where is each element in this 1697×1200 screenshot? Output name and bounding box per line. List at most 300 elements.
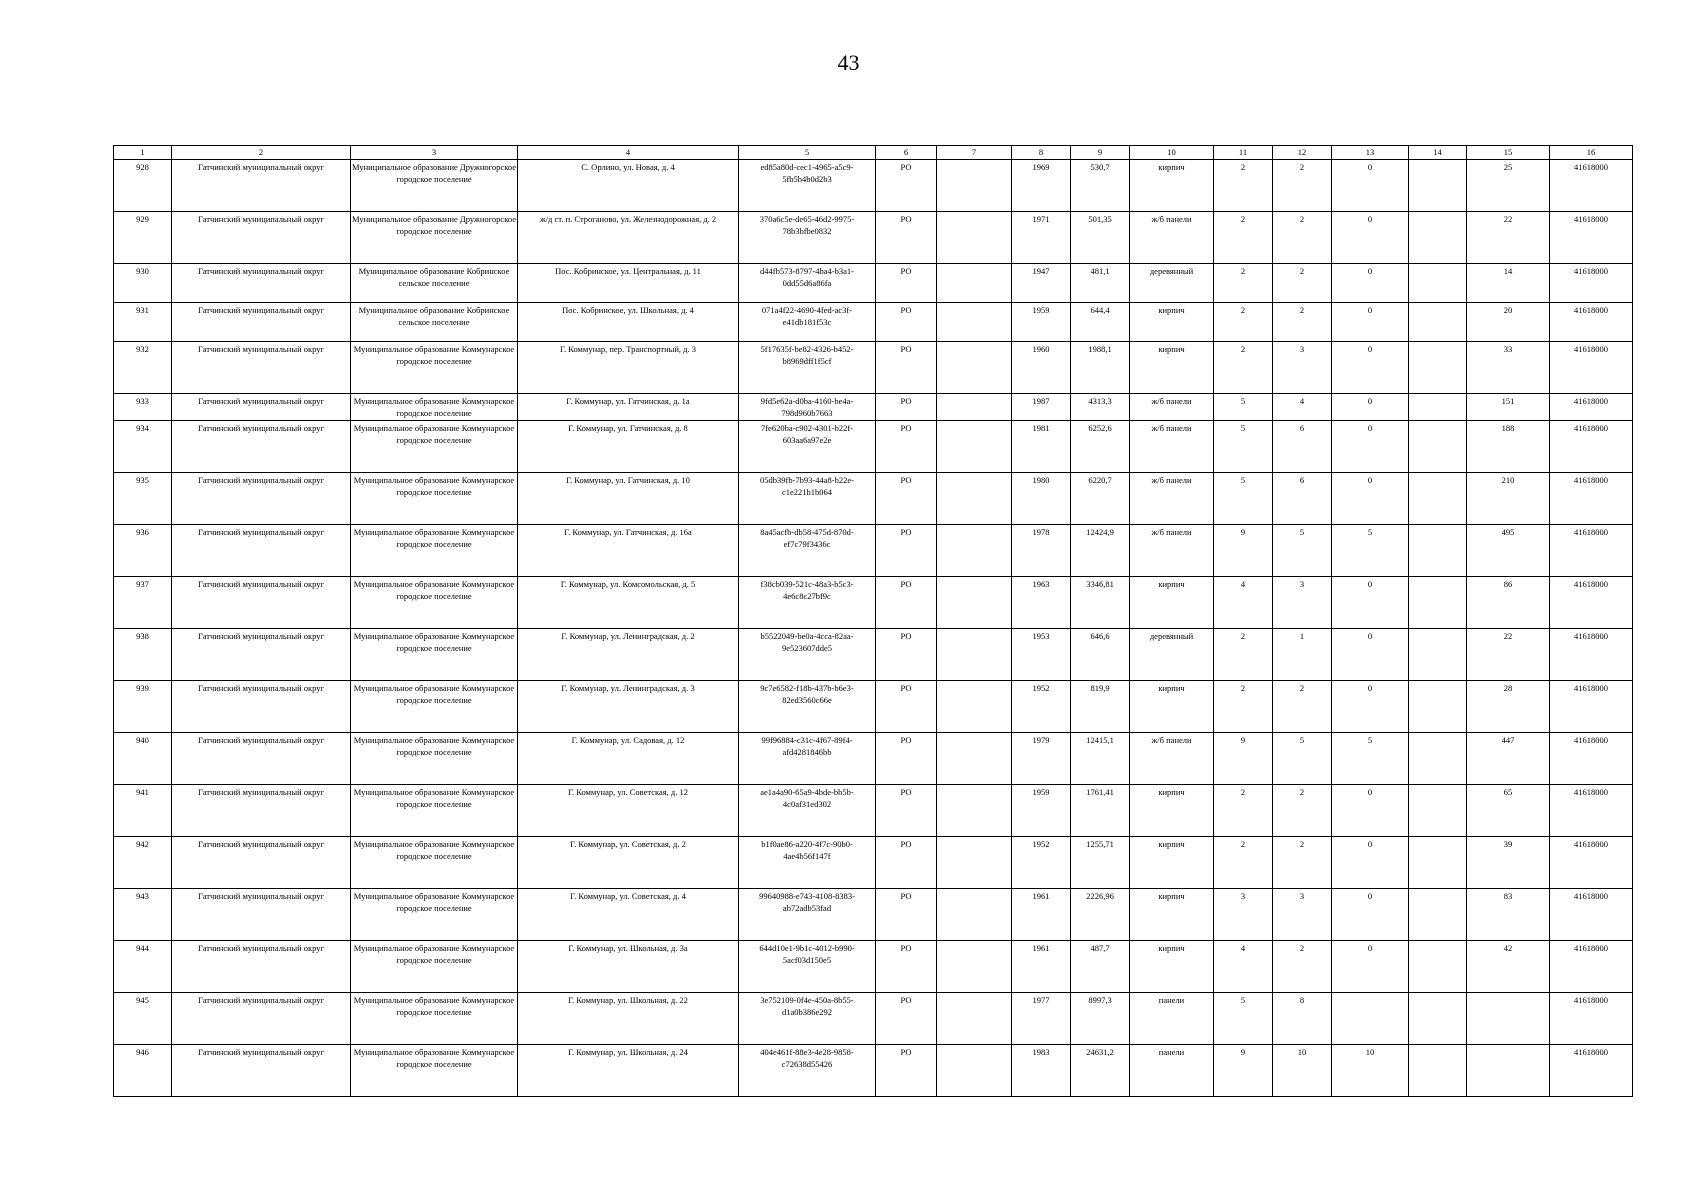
- cell-area: 6220,7: [1071, 473, 1130, 525]
- cell-col-13: 0: [1332, 212, 1409, 264]
- cell-oktmo: 41618000: [1550, 629, 1633, 681]
- cell-address: Г. Коммунар, пер. Транспортный, д. 3: [518, 342, 739, 394]
- cell-build-year: 1981: [1012, 421, 1071, 473]
- cell-col-14: [1409, 264, 1467, 303]
- cell-col-7: [937, 941, 1012, 993]
- housing-registry-table: [113, 145, 1633, 1097]
- cell-oktmo: 41618000: [1550, 303, 1633, 342]
- cell-municipality: Муниципальное образование Кобринское сельское поселение: [351, 303, 518, 342]
- cell-municipality: Муниципальное образование Коммунарское городское поселение: [351, 629, 518, 681]
- cell-row-number: 946: [114, 1045, 172, 1097]
- table-row: [114, 941, 1633, 993]
- column-header-9: 9: [1071, 146, 1130, 160]
- cell-area: 3346,81: [1071, 577, 1130, 629]
- cell-municipality: Муниципальное образование Коммунарское городское поселение: [351, 889, 518, 941]
- cell-municipality: Муниципальное образование Коммунарское городское поселение: [351, 837, 518, 889]
- cell-col-6: РО: [876, 1045, 937, 1097]
- cell-build-year: 1953: [1012, 629, 1071, 681]
- cell-col-12: 8: [1273, 993, 1332, 1045]
- column-header-14: 14: [1409, 146, 1467, 160]
- cell-oktmo: 41618000: [1550, 394, 1633, 421]
- cell-col-7: [937, 1045, 1012, 1097]
- cell-wall-material: кирпич: [1130, 160, 1214, 212]
- cell-col-13: 10: [1332, 1045, 1409, 1097]
- cell-house-guid: 99f96884-c31c-4f67-89f4-afd4281846bb: [739, 733, 876, 785]
- table-row: [114, 629, 1633, 681]
- cell-oktmo: 41618000: [1550, 941, 1633, 993]
- table-row: [114, 889, 1633, 941]
- cell-col-6: РО: [876, 681, 937, 733]
- cell-col-15: 210: [1467, 473, 1550, 525]
- page-number: 43: [837, 50, 860, 75]
- cell-build-year: 1947: [1012, 264, 1071, 303]
- cell-address: Г. Коммунар, ул. Школьная, д. 3а: [518, 941, 739, 993]
- table-row: [114, 160, 1633, 212]
- cell-build-year: 1980: [1012, 473, 1071, 525]
- cell-col-7: [937, 681, 1012, 733]
- cell-col-11: 4: [1214, 577, 1273, 629]
- cell-oktmo: 41618000: [1550, 681, 1633, 733]
- cell-col-6: РО: [876, 473, 937, 525]
- cell-build-year: 1960: [1012, 342, 1071, 394]
- cell-municipality: Муниципальное образование Дружногорское городское поселение: [351, 160, 518, 212]
- cell-col-6: РО: [876, 941, 937, 993]
- cell-wall-material: ж/б панели: [1130, 733, 1214, 785]
- column-header-2: 2: [172, 146, 351, 160]
- cell-municipality: Муниципальное образование Коммунарское городское поселение: [351, 421, 518, 473]
- cell-col-14: [1409, 212, 1467, 264]
- cell-municipality: Муниципальное образование Коммунарское городское поселение: [351, 525, 518, 577]
- cell-row-number: 943: [114, 889, 172, 941]
- column-header-15: 15: [1467, 146, 1550, 160]
- cell-col-12: 10: [1273, 1045, 1332, 1097]
- cell-house-guid: b1f0ae86-a220-4f7c-90b0-4ae4b56f147f: [739, 837, 876, 889]
- cell-address: Г. Коммунар, ул. Садовая, д. 12: [518, 733, 739, 785]
- cell-col-15: 39: [1467, 837, 1550, 889]
- cell-address: Г. Коммунар, ул. Комсомольская, д. 5: [518, 577, 739, 629]
- cell-col-6: РО: [876, 577, 937, 629]
- cell-col-11: 2: [1214, 837, 1273, 889]
- cell-col-11: 2: [1214, 342, 1273, 394]
- cell-col-13: 0: [1332, 889, 1409, 941]
- cell-col-13: [1332, 993, 1409, 1045]
- cell-address: Г. Коммунар, ул. Ленинградская, д. 2: [518, 629, 739, 681]
- cell-district: Гатчинский муниципальный округ: [172, 785, 351, 837]
- cell-col-11: 5: [1214, 421, 1273, 473]
- cell-col-14: [1409, 629, 1467, 681]
- cell-col-12: 5: [1273, 525, 1332, 577]
- cell-row-number: 937: [114, 577, 172, 629]
- column-header-13: 13: [1332, 146, 1409, 160]
- table-row: [114, 993, 1633, 1045]
- table-row: [114, 525, 1633, 577]
- cell-row-number: 939: [114, 681, 172, 733]
- cell-col-15: 65: [1467, 785, 1550, 837]
- cell-col-14: [1409, 394, 1467, 421]
- cell-col-15: 20: [1467, 303, 1550, 342]
- table-row: [114, 394, 1633, 421]
- cell-house-guid: 99640988-e743-4108-8383-ab72adb53fad: [739, 889, 876, 941]
- cell-col-12: 6: [1273, 421, 1332, 473]
- column-header-11: 11: [1214, 146, 1273, 160]
- cell-col-14: [1409, 889, 1467, 941]
- cell-row-number: 933: [114, 394, 172, 421]
- cell-build-year: 1987: [1012, 394, 1071, 421]
- cell-address: Г. Коммунар, ул. Советская, д. 12: [518, 785, 739, 837]
- cell-col-13: 0: [1332, 629, 1409, 681]
- cell-wall-material: панели: [1130, 1045, 1214, 1097]
- cell-address: Г. Коммунар, ул. Школьная, д. 22: [518, 993, 739, 1045]
- cell-col-14: [1409, 421, 1467, 473]
- cell-col-13: 0: [1332, 421, 1409, 473]
- cell-district: Гатчинский муниципальный округ: [172, 1045, 351, 1097]
- cell-col-15: [1467, 993, 1550, 1045]
- cell-district: Гатчинский муниципальный округ: [172, 342, 351, 394]
- cell-col-7: [937, 785, 1012, 837]
- cell-col-13: 5: [1332, 733, 1409, 785]
- cell-area: 12424,9: [1071, 525, 1130, 577]
- cell-address: Пос. Кобринское, ул. Центральная, д. 11: [518, 264, 739, 303]
- cell-row-number: 936: [114, 525, 172, 577]
- cell-build-year: 1978: [1012, 525, 1071, 577]
- cell-wall-material: кирпич: [1130, 577, 1214, 629]
- cell-district: Гатчинский муниципальный округ: [172, 212, 351, 264]
- cell-row-number: 932: [114, 342, 172, 394]
- cell-col-15: [1467, 1045, 1550, 1097]
- cell-wall-material: деревянный: [1130, 264, 1214, 303]
- cell-area: 481,1: [1071, 264, 1130, 303]
- cell-col-15: 14: [1467, 264, 1550, 303]
- cell-col-11: 9: [1214, 733, 1273, 785]
- column-header-6: 6: [876, 146, 937, 160]
- cell-wall-material: кирпич: [1130, 889, 1214, 941]
- cell-col-7: [937, 160, 1012, 212]
- cell-oktmo: 41618000: [1550, 473, 1633, 525]
- cell-area: 487,7: [1071, 941, 1130, 993]
- cell-col-6: РО: [876, 212, 937, 264]
- cell-wall-material: ж/б панели: [1130, 421, 1214, 473]
- cell-col-6: РО: [876, 733, 937, 785]
- cell-district: Гатчинский муниципальный округ: [172, 629, 351, 681]
- cell-col-15: 86: [1467, 577, 1550, 629]
- cell-house-guid: 3e752109-0f4e-450a-8b55-d1a0b386e292: [739, 993, 876, 1045]
- cell-oktmo: 41618000: [1550, 525, 1633, 577]
- cell-col-12: 3: [1273, 889, 1332, 941]
- cell-house-guid: d44fb573-8797-4ba4-b3a1-0dd55d6a86fa: [739, 264, 876, 303]
- cell-build-year: 1961: [1012, 941, 1071, 993]
- cell-col-14: [1409, 160, 1467, 212]
- cell-house-guid: 370a6c5e-de65-46d2-9975-78b3bfbe0832: [739, 212, 876, 264]
- cell-district: Гатчинский муниципальный округ: [172, 394, 351, 421]
- cell-col-11: 5: [1214, 473, 1273, 525]
- cell-col-12: 2: [1273, 785, 1332, 837]
- cell-col-11: 3: [1214, 889, 1273, 941]
- table-header: [114, 146, 1633, 160]
- cell-address: Г. Коммунар, ул. Ленинградская, д. 3: [518, 681, 739, 733]
- cell-row-number: 940: [114, 733, 172, 785]
- cell-col-15: 447: [1467, 733, 1550, 785]
- cell-municipality: Муниципальное образование Коммунарское городское поселение: [351, 342, 518, 394]
- cell-house-guid: 5f17635f-be82-4326-b452-b8969dff1f5cf: [739, 342, 876, 394]
- cell-house-guid: ae1a4a90-65a9-4bde-bb5b-4c0af31ed302: [739, 785, 876, 837]
- cell-col-6: РО: [876, 303, 937, 342]
- cell-col-11: 2: [1214, 785, 1273, 837]
- cell-col-6: РО: [876, 264, 937, 303]
- cell-house-guid: 644d10e1-9b1c-4012-b990-5acf03d150e5: [739, 941, 876, 993]
- cell-col-14: [1409, 1045, 1467, 1097]
- cell-municipality: Муниципальное образование Коммунарское городское поселение: [351, 473, 518, 525]
- cell-row-number: 942: [114, 837, 172, 889]
- cell-municipality: Муниципальное образование Коммунарское городское поселение: [351, 394, 518, 421]
- cell-col-12: 4: [1273, 394, 1332, 421]
- cell-row-number: 941: [114, 785, 172, 837]
- cell-col-14: [1409, 473, 1467, 525]
- cell-house-guid: f38cb039-521c-48a3-b5c3-4e6c8c27bf9c: [739, 577, 876, 629]
- cell-wall-material: кирпич: [1130, 342, 1214, 394]
- cell-col-13: 0: [1332, 264, 1409, 303]
- cell-col-11: 2: [1214, 264, 1273, 303]
- cell-house-guid: 05db39fb-7b93-44a8-b22e-c1e221b1b064: [739, 473, 876, 525]
- cell-oktmo: 41618000: [1550, 212, 1633, 264]
- cell-col-14: [1409, 681, 1467, 733]
- cell-oktmo: 41618000: [1550, 837, 1633, 889]
- cell-col-14: [1409, 837, 1467, 889]
- cell-col-13: 0: [1332, 342, 1409, 394]
- cell-col-12: 2: [1273, 941, 1332, 993]
- cell-oktmo: 41618000: [1550, 733, 1633, 785]
- cell-col-13: 0: [1332, 577, 1409, 629]
- column-header-10: 10: [1130, 146, 1214, 160]
- cell-col-15: 188: [1467, 421, 1550, 473]
- cell-municipality: Муниципальное образование Коммунарское городское поселение: [351, 577, 518, 629]
- table-row: [114, 837, 1633, 889]
- column-header-3: 3: [351, 146, 518, 160]
- table-body: [114, 160, 1633, 1097]
- cell-oktmo: 41618000: [1550, 1045, 1633, 1097]
- cell-area: 1255,71: [1071, 837, 1130, 889]
- cell-col-13: 0: [1332, 681, 1409, 733]
- cell-col-12: 3: [1273, 577, 1332, 629]
- cell-col-6: РО: [876, 394, 937, 421]
- cell-wall-material: ж/б панели: [1130, 525, 1214, 577]
- cell-wall-material: ж/б панели: [1130, 212, 1214, 264]
- table-row: [114, 473, 1633, 525]
- cell-col-13: 0: [1332, 160, 1409, 212]
- cell-district: Гатчинский муниципальный округ: [172, 993, 351, 1045]
- cell-address: Г. Коммунар, ул. Гатчинская, д. 16а: [518, 525, 739, 577]
- cell-wall-material: кирпич: [1130, 303, 1214, 342]
- column-header-12: 12: [1273, 146, 1332, 160]
- cell-col-12: 3: [1273, 342, 1332, 394]
- cell-oktmo: 41618000: [1550, 160, 1633, 212]
- cell-area: 501,35: [1071, 212, 1130, 264]
- cell-address: Г. Коммунар, ул. Гатчинская, д. 10: [518, 473, 739, 525]
- cell-district: Гатчинский муниципальный округ: [172, 577, 351, 629]
- cell-col-12: 2: [1273, 303, 1332, 342]
- table-row: [114, 303, 1633, 342]
- cell-col-11: 2: [1214, 629, 1273, 681]
- cell-wall-material: кирпич: [1130, 941, 1214, 993]
- cell-col-15: 151: [1467, 394, 1550, 421]
- cell-build-year: 1952: [1012, 681, 1071, 733]
- cell-house-guid: 071a4f22-4690-4fed-ac3f-e41db181f53c: [739, 303, 876, 342]
- cell-col-7: [937, 421, 1012, 473]
- cell-col-14: [1409, 785, 1467, 837]
- cell-build-year: 1963: [1012, 577, 1071, 629]
- cell-house-guid: b5522049-be0a-4cca-82aa-9e523607dde5: [739, 629, 876, 681]
- cell-address: Г. Коммунар, ул. Советская, д. 4: [518, 889, 739, 941]
- cell-area: 530,7: [1071, 160, 1130, 212]
- cell-col-7: [937, 733, 1012, 785]
- cell-district: Гатчинский муниципальный округ: [172, 303, 351, 342]
- cell-col-14: [1409, 733, 1467, 785]
- cell-row-number: 945: [114, 993, 172, 1045]
- cell-col-12: 2: [1273, 837, 1332, 889]
- cell-oktmo: 41618000: [1550, 421, 1633, 473]
- cell-row-number: 931: [114, 303, 172, 342]
- cell-build-year: 1969: [1012, 160, 1071, 212]
- cell-build-year: 1979: [1012, 733, 1071, 785]
- cell-col-12: 1: [1273, 629, 1332, 681]
- cell-col-15: 495: [1467, 525, 1550, 577]
- cell-build-year: 1971: [1012, 212, 1071, 264]
- cell-municipality: Муниципальное образование Коммунарское городское поселение: [351, 941, 518, 993]
- cell-address: Г. Коммунар, ул. Гатчинская, д. 8: [518, 421, 739, 473]
- cell-row-number: 934: [114, 421, 172, 473]
- cell-col-7: [937, 577, 1012, 629]
- cell-municipality: Муниципальное образование Коммунарское городское поселение: [351, 993, 518, 1045]
- table-row: [114, 733, 1633, 785]
- cell-col-7: [937, 394, 1012, 421]
- cell-wall-material: деревянный: [1130, 629, 1214, 681]
- cell-address: С. Орлино, ул. Новая, д. 4: [518, 160, 739, 212]
- cell-col-13: 0: [1332, 785, 1409, 837]
- cell-oktmo: 41618000: [1550, 993, 1633, 1045]
- cell-col-15: 28: [1467, 681, 1550, 733]
- cell-col-7: [937, 525, 1012, 577]
- cell-district: Гатчинский муниципальный округ: [172, 941, 351, 993]
- cell-col-11: 2: [1214, 160, 1273, 212]
- cell-col-15: 33: [1467, 342, 1550, 394]
- cell-area: 12415,1: [1071, 733, 1130, 785]
- cell-col-15: 25: [1467, 160, 1550, 212]
- cell-row-number: 929: [114, 212, 172, 264]
- cell-district: Гатчинский муниципальный округ: [172, 525, 351, 577]
- cell-col-12: 2: [1273, 212, 1332, 264]
- cell-col-12: 5: [1273, 733, 1332, 785]
- column-header-8: 8: [1012, 146, 1071, 160]
- cell-area: 646,6: [1071, 629, 1130, 681]
- cell-col-7: [937, 629, 1012, 681]
- cell-wall-material: ж/б панели: [1130, 473, 1214, 525]
- cell-municipality: Муниципальное образование Дружногорское городское поселение: [351, 212, 518, 264]
- cell-area: 8997,3: [1071, 993, 1130, 1045]
- cell-house-guid: 9fd5e62a-d0ba-4160-be4a-798d960b7663: [739, 394, 876, 421]
- cell-district: Гатчинский муниципальный округ: [172, 733, 351, 785]
- cell-col-6: РО: [876, 525, 937, 577]
- cell-col-6: РО: [876, 889, 937, 941]
- table-row: [114, 212, 1633, 264]
- cell-row-number: 928: [114, 160, 172, 212]
- cell-area: 644,4: [1071, 303, 1130, 342]
- cell-col-6: РО: [876, 993, 937, 1045]
- cell-col-13: 0: [1332, 394, 1409, 421]
- cell-wall-material: кирпич: [1130, 681, 1214, 733]
- cell-col-15: 83: [1467, 889, 1550, 941]
- cell-build-year: 1983: [1012, 1045, 1071, 1097]
- cell-area: 1761,41: [1071, 785, 1130, 837]
- cell-row-number: 938: [114, 629, 172, 681]
- cell-col-11: 4: [1214, 941, 1273, 993]
- cell-oktmo: 41618000: [1550, 577, 1633, 629]
- cell-col-15: 42: [1467, 941, 1550, 993]
- cell-wall-material: кирпич: [1130, 837, 1214, 889]
- cell-address: Г. Коммунар, ул. Советская, д. 2: [518, 837, 739, 889]
- cell-oktmo: 41618000: [1550, 264, 1633, 303]
- cell-municipality: Муниципальное образование Кобринское сельское поселение: [351, 264, 518, 303]
- cell-district: Гатчинский муниципальный округ: [172, 889, 351, 941]
- cell-col-6: РО: [876, 785, 937, 837]
- table-row: [114, 421, 1633, 473]
- cell-row-number: 944: [114, 941, 172, 993]
- cell-col-11: 5: [1214, 993, 1273, 1045]
- cell-build-year: 1952: [1012, 837, 1071, 889]
- cell-area: 24631,2: [1071, 1045, 1130, 1097]
- cell-col-7: [937, 212, 1012, 264]
- cell-house-guid: 404e461f-88e3-4e28-9858-c72638d55426: [739, 1045, 876, 1097]
- cell-col-6: РО: [876, 837, 937, 889]
- cell-row-number: 930: [114, 264, 172, 303]
- cell-col-7: [937, 342, 1012, 394]
- cell-oktmo: 41618000: [1550, 785, 1633, 837]
- cell-col-15: 22: [1467, 212, 1550, 264]
- cell-col-6: РО: [876, 629, 937, 681]
- cell-col-7: [937, 264, 1012, 303]
- cell-col-11: 9: [1214, 525, 1273, 577]
- cell-house-guid: 7fe620ba-c902-4301-b22f-603aa6a97e2e: [739, 421, 876, 473]
- cell-municipality: Муниципальное образование Коммунарское городское поселение: [351, 785, 518, 837]
- cell-build-year: 1959: [1012, 785, 1071, 837]
- cell-municipality: Муниципальное образование Коммунарское городское поселение: [351, 733, 518, 785]
- cell-area: 819,9: [1071, 681, 1130, 733]
- cell-col-11: 2: [1214, 212, 1273, 264]
- cell-col-14: [1409, 303, 1467, 342]
- column-header-4: 4: [518, 146, 739, 160]
- cell-house-guid: 9c7e6582-f18b-437b-b6e3-82ed3560c66e: [739, 681, 876, 733]
- cell-col-14: [1409, 577, 1467, 629]
- cell-district: Гатчинский муниципальный округ: [172, 264, 351, 303]
- cell-area: 6252,6: [1071, 421, 1130, 473]
- cell-col-7: [937, 303, 1012, 342]
- cell-col-7: [937, 837, 1012, 889]
- cell-build-year: 1959: [1012, 303, 1071, 342]
- cell-oktmo: 41618000: [1550, 889, 1633, 941]
- cell-col-13: 0: [1332, 473, 1409, 525]
- cell-area: 4313,3: [1071, 394, 1130, 421]
- cell-address: ж/д ст. п. Строганово, ул. Железнодорожная, д. 2: [518, 212, 739, 264]
- cell-house-guid: ed85a80d-cec1-4965-a5c9-5fb5b4b0d2b3: [739, 160, 876, 212]
- cell-col-13: 0: [1332, 941, 1409, 993]
- column-header-16: 16: [1550, 146, 1633, 160]
- cell-col-11: 2: [1214, 681, 1273, 733]
- column-header-1: 1: [114, 146, 172, 160]
- cell-row-number: 935: [114, 473, 172, 525]
- cell-build-year: 1961: [1012, 889, 1071, 941]
- cell-district: Гатчинский муниципальный округ: [172, 681, 351, 733]
- table-row: [114, 342, 1633, 394]
- cell-wall-material: ж/б панели: [1130, 394, 1214, 421]
- column-header-5: 5: [739, 146, 876, 160]
